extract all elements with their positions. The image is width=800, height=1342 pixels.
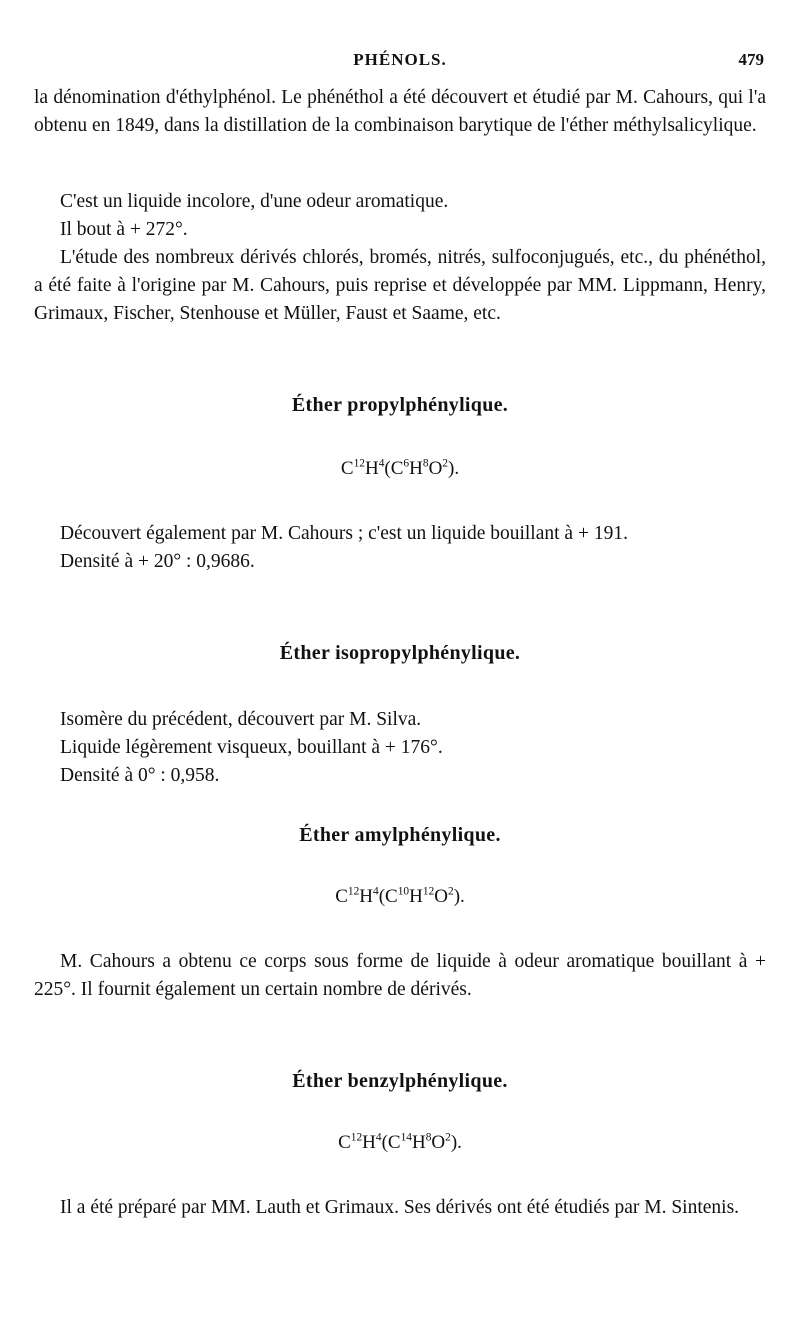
isopropyl-isomer-line: Isomère du précédent, découvert par M. Silva. xyxy=(60,709,422,730)
section-heading-isopropylphenylique: Éther isopropylphénylique. xyxy=(279,642,521,664)
derivatives-paragraph-block xyxy=(34,244,766,328)
amyl-paragraph: M. Cahours a obtenu ce corps sous forme de liquide à odeur aromatique bouillant à + 225°. Il fournit également un certain nombre de dérivés. xyxy=(34,951,766,1000)
formula-amylphenylique: $C^{12}H^4(C^{10}H^{12}O^2)$. xyxy=(335,885,465,907)
intro-paragraph-block xyxy=(34,84,766,140)
formula-propylphenylique: $C^{12}H^4(C^6H^8O^2)$. xyxy=(340,457,460,479)
section-heading-benzylphenylique: Éther benzylphénylique. xyxy=(292,1070,508,1092)
isopropyl-liquid-line: Liquide légèrement visqueux, bouillant à + 176°. xyxy=(60,737,443,758)
liquid-line-block xyxy=(34,188,766,244)
boiling-point: Il bout à + 272°. xyxy=(60,219,188,240)
section-heading-amylphenylique: Éther amylphénylique. xyxy=(299,824,501,846)
liquid-description: C'est un liquide incolore, d'une odeur aromatique. xyxy=(60,191,449,212)
isopropyl-density-line: Densité à 0° : 0,958. xyxy=(60,765,220,786)
page-header xyxy=(30,50,770,74)
propyl-discovery-line: Découvert également par M. Cahours ; c'est un liquide bouillant à + 191. xyxy=(60,523,628,544)
page-number: 479 xyxy=(738,50,764,69)
amyl-paragraph-block xyxy=(34,948,766,1004)
running-title: PHÉNOLS. xyxy=(353,50,447,69)
propyl-density-line: Densité à + 20° : 0,9686. xyxy=(60,551,255,572)
section-heading-propylphenylique: Éther propylphénylique. xyxy=(291,394,509,416)
formula-benzylphenylique: $C^{12}H^4(C^{14}H^8O^2)$. xyxy=(338,1131,462,1153)
derivatives-paragraph: L'étude des nombreux dérivés chlorés, bromés, nitrés, sulfoconjugués, etc., du phénéthol, a été faite à l'origine par M. Cahours, puis reprise et développée par MM. Lippmann, Henry, Grimaux, Fischer, Stenhouse et Müller, Faust et Saame, etc. xyxy=(34,247,766,324)
intro-paragraph: la dénomination d'éthylphénol. Le phénéthol a été découvert et étudié par M. Cahours, qui l'a obtenu en 1849, dans la distillation de la combinaison barytique de l'éther méthylsalicylique. xyxy=(34,87,766,136)
benzyl-paragraph-block xyxy=(34,1194,766,1222)
benzyl-paragraph: Il a été préparé par MM. Lauth et Grimaux. Ses dérivés ont été étudiés par M. Sintenis. xyxy=(60,1197,740,1218)
